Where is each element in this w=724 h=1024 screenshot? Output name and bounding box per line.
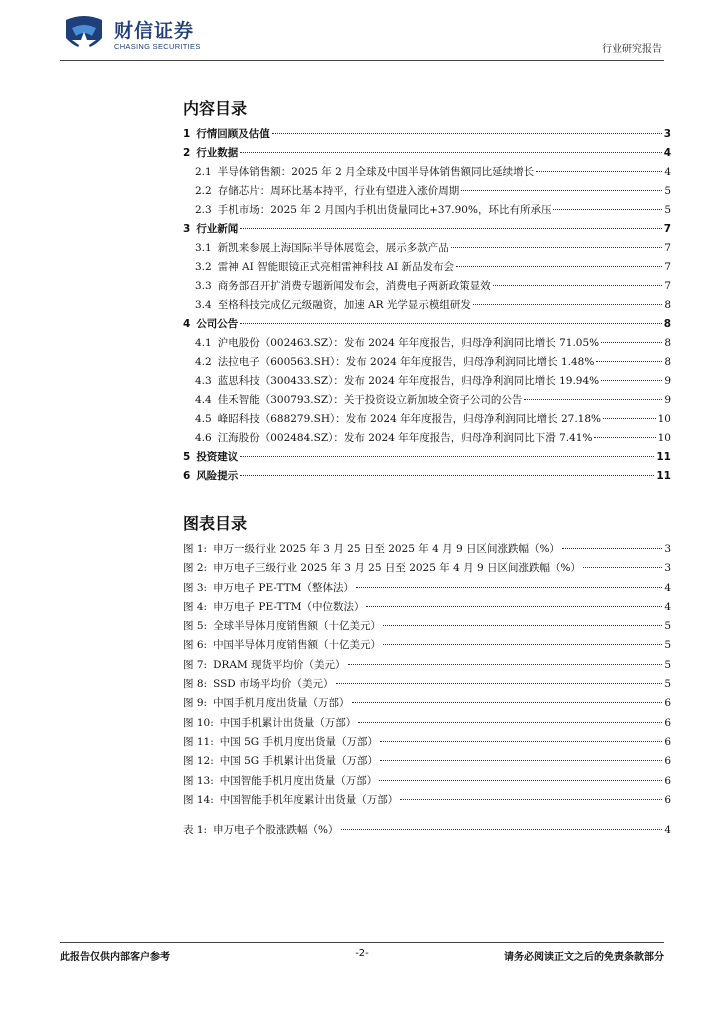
figure-entry-label: 图 3:	[183, 581, 208, 594]
toc-entry-title: 蓝思科技（300433.SZ）：发布 2024 年年度报告，归母净利润同比增长 19.94%	[217, 375, 600, 387]
toc-leader-dots	[240, 475, 654, 476]
toc-entry-page: 7	[663, 223, 671, 235]
toc-leader-dots	[493, 285, 663, 286]
figure-entry[interactable]	[183, 715, 671, 734]
figure-entry-label: 图 5:	[183, 620, 208, 633]
toc-leader-dots	[603, 418, 656, 419]
toc-entry[interactable]	[183, 297, 671, 316]
toc-entry-page: 7	[664, 280, 671, 292]
toc-entry-page: 7	[664, 261, 671, 273]
toc-entry[interactable]	[183, 240, 671, 259]
toc-entry-number: 2	[183, 147, 191, 159]
figure-entry-page: 6	[664, 735, 671, 748]
figure-entry-title: 申万电子三级行业 2025 年 3 月 25 日至 2025 年 4 月 9 日区间涨跌幅（%）	[213, 562, 581, 575]
toc-entry[interactable]	[183, 202, 671, 221]
toc-entry-page: 9	[664, 394, 671, 406]
table-entry[interactable]	[183, 822, 671, 841]
toc-entry-page: 11	[656, 470, 671, 482]
figure-leader-dots	[348, 664, 663, 665]
company-logo	[62, 14, 201, 58]
toc-entry-page: 8	[664, 299, 671, 311]
figure-leader-dots	[358, 722, 662, 723]
header-divider	[60, 60, 664, 61]
figure-leader-dots	[583, 567, 662, 568]
toc-entry-page: 11	[656, 451, 671, 463]
toc-leader-dots	[461, 190, 662, 191]
toc-entry-number: 6	[183, 470, 191, 482]
report-type-label: 行业研究报告	[602, 44, 662, 55]
figure-entry[interactable]	[183, 773, 671, 792]
figure-entry-label: 图 1:	[183, 543, 208, 555]
toc-entry-page: 8	[663, 318, 671, 330]
toc-entry-title: 手机市场：2025 年 2 月国内手机出货量同比+37.90%，环比有所承压	[217, 204, 552, 216]
company-name-cn: 财信证券	[114, 20, 195, 42]
figure-entry-page: 6	[664, 697, 671, 710]
toc-entry-page: 5	[664, 185, 671, 197]
figure-entry[interactable]	[183, 560, 671, 579]
toc-leader-dots	[536, 171, 662, 172]
toc-entry-title: 半导体销售额：2025 年 2 月全球及中国半导体销售额同比延续增长	[217, 166, 535, 178]
toc-entry[interactable]	[183, 411, 671, 430]
toc-entry-title: 风险提示	[196, 470, 239, 482]
toc-entry[interactable]	[183, 316, 671, 335]
toc-entry-page: 9	[664, 375, 671, 387]
toc-entry-page: 3	[663, 128, 671, 140]
toc-entry-page: 10	[657, 432, 671, 444]
toc-entry-number: 4.4	[195, 394, 212, 406]
figure-entry-title: 中国手机累计出货量（万部）	[219, 716, 357, 729]
toc-entry-number: 4.3	[195, 375, 212, 387]
figure-entry[interactable]	[183, 734, 671, 753]
table-entry-title: 申万电子个股涨跌幅（%）	[213, 824, 339, 836]
toc-entry[interactable]	[183, 392, 671, 411]
toc-entry-number: 4.6	[195, 432, 212, 444]
toc-entry-number: 4.1	[195, 337, 212, 349]
footer-disclaimer: 此报告仅供内部客户参考	[60, 952, 170, 963]
figure-entry-page: 6	[664, 716, 671, 729]
figure-entry-title: 全球半导体月度销售额（十亿美元）	[213, 620, 382, 633]
figure-entry-page: 5	[664, 658, 671, 671]
toc-leader-dots	[553, 209, 662, 210]
toc-leader-dots	[524, 399, 662, 400]
figure-leader-dots	[400, 799, 662, 800]
toc-entry-title: 投资建议	[196, 451, 239, 463]
figure-leader-dots	[336, 683, 663, 684]
toc-entry-title: 至格科技完成亿元级融资，加速 AR 光学显示模组研发	[217, 299, 471, 311]
toc-entry-title: 新凯来参展上海国际半导体展览会，展示多款产品	[217, 242, 449, 254]
tables-list	[183, 822, 671, 841]
figure-entry-label: 图 11:	[183, 735, 214, 748]
figure-entry[interactable]	[183, 657, 671, 676]
toc-entry[interactable]	[183, 183, 671, 202]
toc-entry[interactable]	[183, 164, 671, 183]
toc-entry-number: 3.4	[195, 299, 212, 311]
toc-entry[interactable]	[183, 354, 671, 373]
toc-entry[interactable]	[183, 221, 671, 240]
figure-entry-page: 3	[664, 562, 671, 575]
figure-entry-page: 3	[664, 543, 671, 555]
figure-entry-label: 图 2:	[183, 562, 208, 575]
toc-leader-dots	[596, 361, 662, 362]
toc-entry-number: 4.5	[195, 413, 212, 425]
toc-entry[interactable]	[183, 259, 671, 278]
figure-entry-label: 图 9:	[183, 697, 208, 710]
toc-entry-number: 5	[183, 451, 191, 463]
figure-entry-title: 中国 5G 手机累计出货量（万部）	[219, 755, 378, 768]
figure-entry-label: 图 10:	[183, 716, 214, 729]
figure-entry[interactable]	[183, 676, 671, 695]
toc-entry-title: 沪电股份（002463.SZ）：发布 2024 年年度报告，归母净利润同比增长 71.05%	[217, 337, 600, 349]
toc-entry-page: 8	[664, 337, 671, 349]
toc-leader-dots	[272, 133, 662, 134]
toc-leader-dots	[601, 380, 662, 381]
chasing-logo-icon	[62, 14, 106, 58]
figure-entry[interactable]	[183, 599, 671, 618]
toc-entry[interactable]	[183, 430, 671, 449]
figure-entry-label: 图 14:	[183, 793, 214, 806]
toc-entry-title: 法拉电子（600563.SH）：发布 2024 年年度报告，归母净利润同比增长 1.48%	[217, 356, 595, 368]
toc-entry-title: 佳禾智能（300793.SZ）：关于投资设立新加坡全资子公司的公告	[217, 394, 523, 406]
figure-entry-title: 申万一级行业 2025 年 3 月 25 日至 2025 年 4 月 9 日区间涨跌幅（%）	[213, 543, 560, 555]
figure-entry[interactable]	[183, 792, 671, 811]
toc-leader-dots	[451, 247, 663, 248]
toc-list	[183, 126, 671, 487]
figure-entry-title: 中国手机月度出货量（万部）	[213, 697, 350, 710]
toc-entry-number: 3.1	[195, 242, 212, 254]
toc-entry-number: 3.2	[195, 261, 212, 273]
figure-entry-label: 图 4:	[183, 600, 208, 613]
toc-entry[interactable]	[183, 278, 671, 297]
figure-entry-title: 申万电子 PE-TTM（整体法）	[213, 581, 354, 594]
figure-entry-page: 6	[664, 755, 671, 768]
figure-entry-page: 4	[664, 600, 671, 613]
figure-entry[interactable]	[183, 637, 671, 656]
toc-entry-title: 行业新闻	[196, 223, 239, 235]
toc-leader-dots	[456, 266, 662, 267]
toc-entry[interactable]	[183, 126, 671, 145]
figure-entry-label: 图 8:	[183, 678, 208, 691]
toc-leader-dots	[601, 342, 662, 343]
table-entry-label: 表 1:	[183, 824, 208, 836]
figure-entry-page: 4	[664, 581, 671, 594]
figure-entry-page: 6	[664, 793, 671, 806]
toc-leader-dots	[240, 456, 654, 457]
figure-leader-dots	[562, 548, 662, 549]
toc-entry-title: 行情回顾及估值	[196, 128, 270, 140]
toc-entry-number: 3	[183, 223, 191, 235]
table-leader-dots	[341, 829, 663, 830]
company-name-en: CHASING SECURITIES	[114, 42, 201, 51]
toc-entry-number: 3.3	[195, 280, 212, 292]
toc-entry-number: 2.2	[195, 185, 212, 197]
toc-entry-page: 8	[664, 356, 671, 368]
figure-entry-page: 5	[664, 678, 671, 691]
toc-entry-title: 行业数据	[196, 147, 239, 159]
figure-entry-title: 中国智能手机月度出货量（万部）	[219, 774, 378, 787]
toc-entry-number: 2.1	[195, 166, 212, 178]
figure-entry-title: SSD 市场平均价（美元）	[213, 678, 334, 691]
figure-entry[interactable]	[183, 618, 671, 637]
figure-entry-title: DRAM 现货平均价（美元）	[213, 658, 346, 671]
toc-entry[interactable]	[183, 335, 671, 354]
figure-entry-label: 图 13:	[183, 774, 214, 787]
toc-leader-dots	[240, 323, 661, 324]
toc-leader-dots	[594, 437, 655, 438]
figure-entry-title: 中国智能手机年度累计出货量（万部）	[219, 793, 399, 806]
toc-entry[interactable]	[183, 145, 671, 164]
toc-leader-dots	[240, 228, 661, 229]
toc-entry-page: 4	[663, 147, 671, 159]
toc-leader-dots	[473, 304, 662, 305]
figure-entry[interactable]	[183, 541, 671, 560]
figure-leader-dots	[366, 606, 662, 607]
toc-leader-dots	[240, 152, 661, 153]
footer-notice: 请务必阅读正文之后的免责条款部分	[504, 952, 664, 963]
figure-entry-label: 图 12:	[183, 755, 214, 768]
toc-entry-title: 雷神 AI 智能眼镜正式亮相雷神科技 AI 新品发布会	[217, 261, 455, 273]
toc-entry[interactable]	[183, 449, 671, 468]
figure-entry-label: 图 6:	[183, 639, 208, 652]
figure-entry[interactable]	[183, 695, 671, 714]
figure-leader-dots	[383, 644, 662, 645]
figure-entry-page: 5	[664, 639, 671, 652]
toc-entry[interactable]	[183, 468, 671, 487]
figure-entry-page: 5	[664, 620, 671, 633]
toc-entry-number: 4.2	[195, 356, 212, 368]
toc-entry-title: 江海股份（002484.SZ）：发布 2024 年年度报告，归母净利润同比下滑 7.41%	[217, 432, 593, 444]
figures-list	[183, 541, 671, 811]
figure-entry-page: 6	[664, 774, 671, 787]
figure-leader-dots	[383, 625, 662, 626]
toc-entry-title: 公司公告	[196, 318, 239, 330]
figure-entry-title: 申万电子 PE-TTM（中位数法）	[213, 600, 365, 613]
figure-entry[interactable]	[183, 753, 671, 772]
toc-entry-page: 4	[664, 166, 671, 178]
toc-entry-number: 2.3	[195, 204, 212, 216]
toc-entry-number: 1	[183, 128, 191, 140]
toc-entry-number: 4	[183, 318, 191, 330]
figure-leader-dots	[356, 587, 662, 588]
footer-divider	[60, 942, 664, 943]
figure-leader-dots	[352, 702, 663, 703]
toc-entry-page: 10	[657, 413, 671, 425]
toc-entry-page: 7	[664, 242, 671, 254]
toc-title: 内容目录	[183, 99, 248, 118]
figure-entry[interactable]	[183, 580, 671, 599]
page-number: -2-	[355, 948, 369, 959]
figure-leader-dots	[380, 760, 662, 761]
page-header	[0, 0, 724, 70]
figure-leader-dots	[380, 741, 662, 742]
toc-entry-page: 5	[664, 204, 671, 216]
figures-title: 图表目录	[183, 514, 248, 533]
toc-entry[interactable]	[183, 373, 671, 392]
toc-entry-title: 商务部召开扩消费专题新闻发布会，消费电子两新政策显效	[217, 280, 491, 292]
table-entry-page: 4	[664, 824, 671, 836]
figure-leader-dots	[379, 780, 662, 781]
toc-entry-title: 存储芯片：周环比基本持平，行业有望进入涨价周期	[217, 185, 460, 197]
toc-entry-title: 峰昭科技（688279.SH）：发布 2024 年年度报告，归母净利润同比增长 27.18%	[217, 413, 601, 425]
figure-entry-title: 中国半导体月度销售额（十亿美元）	[213, 639, 382, 652]
figure-entry-title: 中国 5G 手机月度出货量（万部）	[219, 735, 378, 748]
figure-entry-label: 图 7:	[183, 658, 208, 671]
